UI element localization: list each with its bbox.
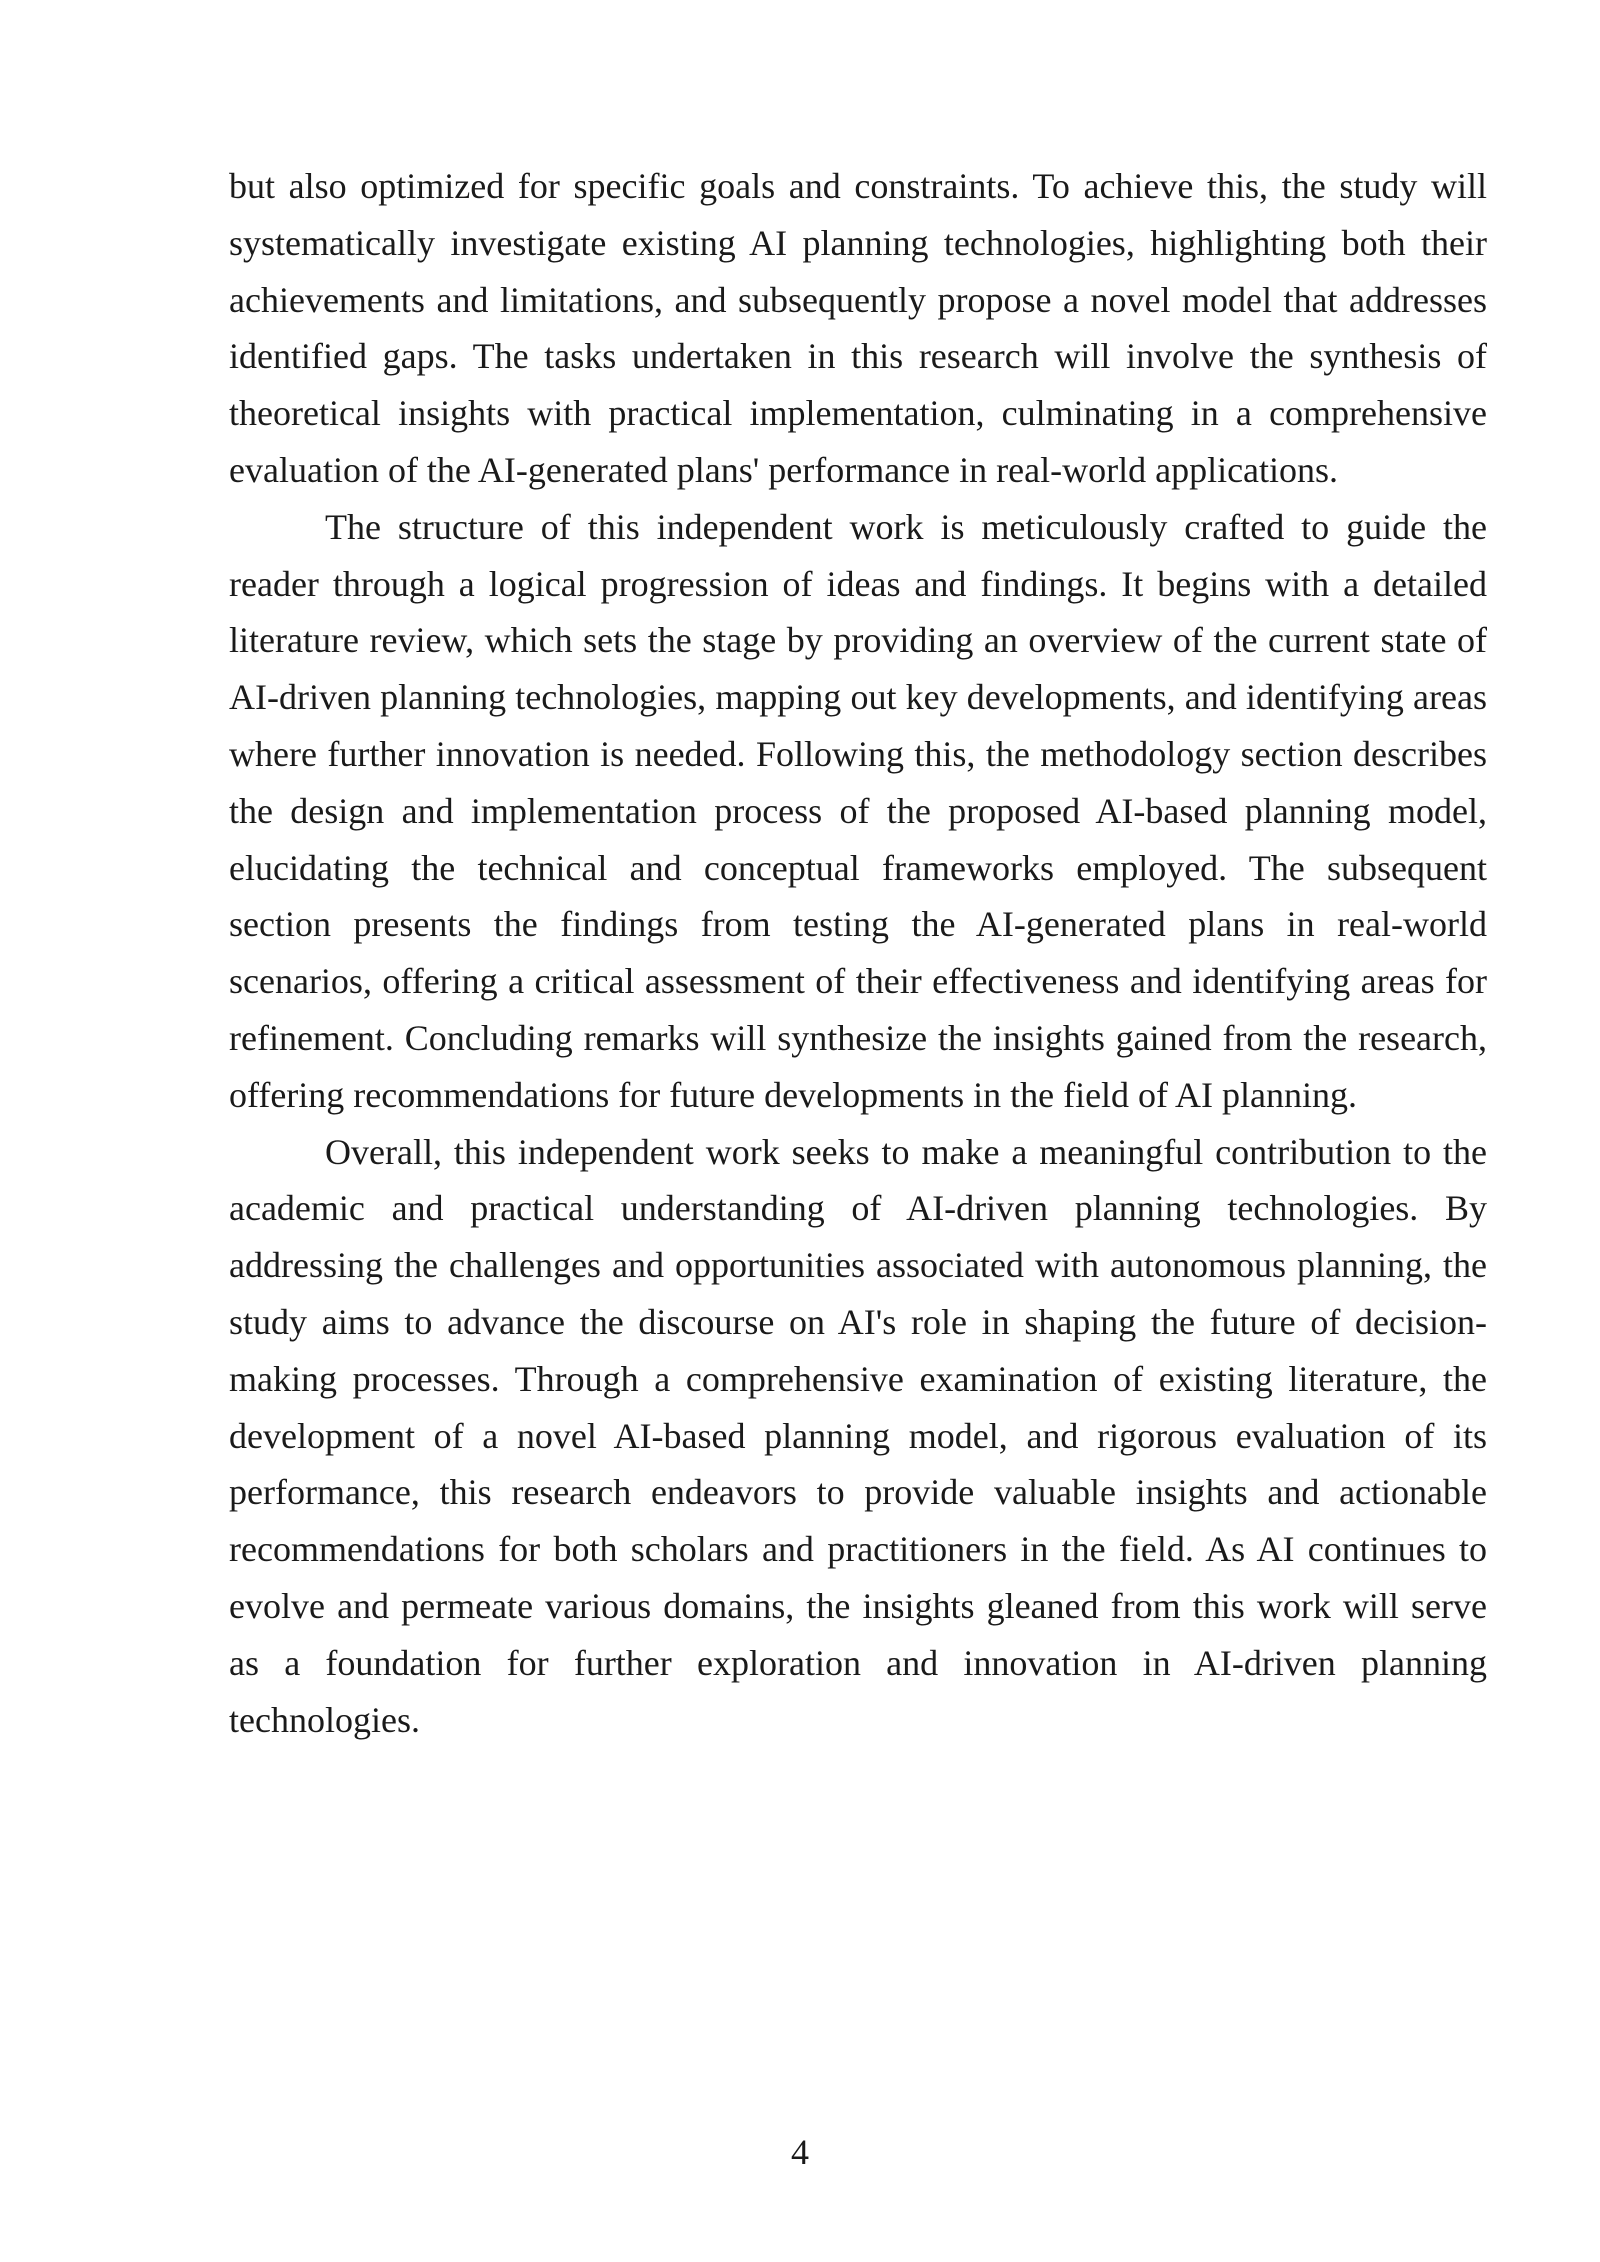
- paragraph-overall: Overall, this independent work seeks to make a meaningful contribution to the academic and practical understanding of AI-driven planning technologies. By addressing the challenges and opportunities associated with autonomous planning, the study aims to advance the discourse on AI's role in shaping the future of decision-making processes. Through a comprehensive examination of existing literature, the development of a novel AI-based planning model, and rigorous evaluation of its performance, this research endeavors to provide valuable insights and actionable recommendations for both scholars and practitioners in the field. As AI continues to evolve and permeate various domains, the insights gleaned from this work will serve as a foundation for further exploration and innovation in AI-driven planning technologies.: [229, 1131, 1487, 1740]
- page-number: 4: [791, 2132, 809, 2172]
- body-text: [229, 158, 1487, 1748]
- paragraph-continuation: but also optimized for specific goals and constraints. To achieve this, the study will systematically investigate existing AI planning technologies, highlighting both their achievements and limitations, and subsequently propose a novel model that addresses identified gaps. The tasks undertaken in this research will involve the synthesis of theoretical insights with practical implementation, culminating in a comprehensive evaluation of the AI-generated plans' performance in real-world applications.: [229, 166, 1487, 490]
- paragraph-structure: The structure of this independent work is meticulously crafted to guide the reader through a logical progression of ideas and findings. It begins with a detailed literature review, which sets the stage by providing an overview of the current state of AI-driven planning technologies, mapping out key developments, and identifying areas where further innovation is needed. Following this, the methodology section describes the design and implementation process of the proposed AI-based planning model, elucidating the technical and conceptual frameworks employed. The subsequent section presents the findings from testing the AI-generated plans in real-world scenarios, offering a critical assessment of their effectiveness and identifying areas for refinement. Concluding remarks will synthesize the insights gained from the research, offering recommendations for future developments in the field of AI planning.: [229, 506, 1487, 1115]
